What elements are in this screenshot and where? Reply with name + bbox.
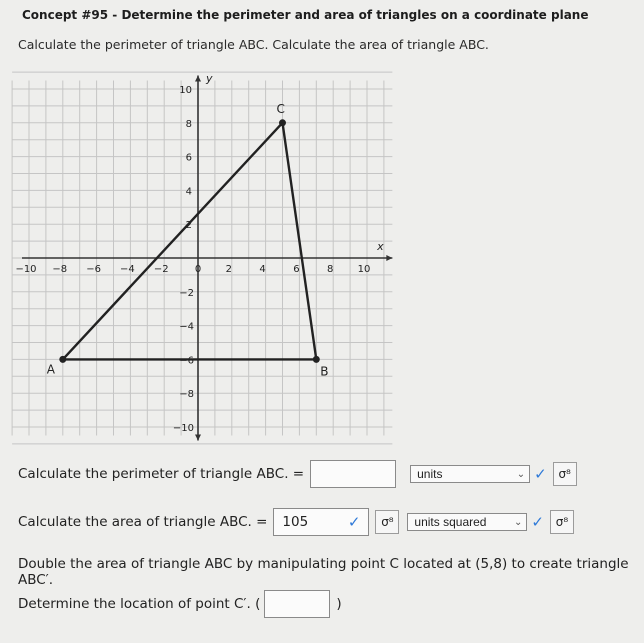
- x-tick-label: 0: [194, 264, 202, 275]
- point-c-prime-input[interactable]: [264, 590, 330, 618]
- vertex-a: [59, 356, 66, 363]
- coordinate-plane[interactable]: [0, 60, 400, 445]
- x-axis-arrow: [386, 255, 392, 261]
- x-tick-label: −2: [153, 264, 169, 275]
- area-answer-input[interactable]: [273, 508, 369, 536]
- x-tick-label: −4: [120, 264, 135, 275]
- y-axis-arrow: [195, 75, 201, 81]
- y-tick-label: 6: [185, 152, 192, 164]
- close-paren: ): [336, 596, 342, 612]
- x-tick-label: 10: [357, 264, 371, 275]
- x-tick-label: −8: [52, 264, 68, 275]
- perimeter-units-select[interactable]: [410, 465, 530, 483]
- vertex-b: [313, 356, 320, 363]
- x-tick-label: 2: [225, 264, 232, 275]
- x-axis-label: x: [377, 240, 384, 253]
- y-tick-label: −4: [179, 321, 194, 333]
- problem-prompt: Calculate the perimeter of triangle ABC. Calculate the area of triangle ABC.: [18, 37, 489, 52]
- x-tick-label: 6: [293, 264, 300, 275]
- y-tick-label: 10: [179, 85, 192, 96]
- y-axis-label: y: [206, 72, 213, 86]
- perimeter-answer-input[interactable]: [310, 460, 396, 488]
- check-icon: ✓: [347, 513, 361, 531]
- math-keyboard-button[interactable]: σ⁸: [550, 510, 574, 534]
- vertex-c: [279, 119, 286, 126]
- y-tick-label: −8: [179, 389, 194, 401]
- y-tick-label: −6: [179, 355, 194, 367]
- perimeter-question: Calculate the perimeter of triangle ABC. =: [18, 466, 305, 482]
- area-row: [18, 508, 574, 536]
- point-c-prime-question: Determine the location of point C′. (: [18, 596, 261, 612]
- area-answer-value: 105: [282, 514, 309, 530]
- area-units-value: units squared: [414, 515, 487, 529]
- area-question: Calculate the area of triangle ABC. =: [18, 514, 268, 530]
- vertex-label-c: C: [276, 101, 285, 116]
- math-keyboard-button[interactable]: σ⁸: [375, 510, 399, 534]
- vertex-label-b: B: [320, 364, 329, 379]
- x-tick-label: −6: [86, 264, 101, 275]
- double-area-instruction: Double the area of triangle ABC by manipulating point C located at (5,8) to create triangle ABC′.: [18, 556, 629, 588]
- y-tick-label: 8: [185, 118, 192, 130]
- y-axis-arrow: [195, 435, 201, 441]
- x-tick-label: 8: [327, 264, 334, 275]
- check-icon: ✓: [531, 513, 544, 531]
- check-icon: ✓: [534, 465, 547, 483]
- chevron-down-icon: ⌄: [516, 468, 526, 480]
- point-c-prime-row: [18, 590, 342, 618]
- x-tick-label: 4: [259, 264, 266, 275]
- perimeter-units-value: units: [417, 467, 443, 481]
- page-title: Concept #95 - Determine the perimeter and area of triangles on a coordinate plane: [22, 8, 589, 22]
- area-units-select[interactable]: [407, 513, 527, 531]
- perimeter-row: [18, 460, 577, 488]
- x-tick-label: −10: [15, 264, 37, 275]
- y-tick-label: −10: [172, 423, 194, 434]
- y-tick-label: 4: [185, 186, 192, 198]
- chevron-down-icon: ⌄: [514, 516, 523, 528]
- y-tick-label: 2: [185, 220, 192, 232]
- math-keyboard-button[interactable]: σ⁸: [553, 462, 577, 486]
- vertex-label-a: A: [46, 362, 56, 377]
- y-tick-label: −2: [179, 287, 194, 299]
